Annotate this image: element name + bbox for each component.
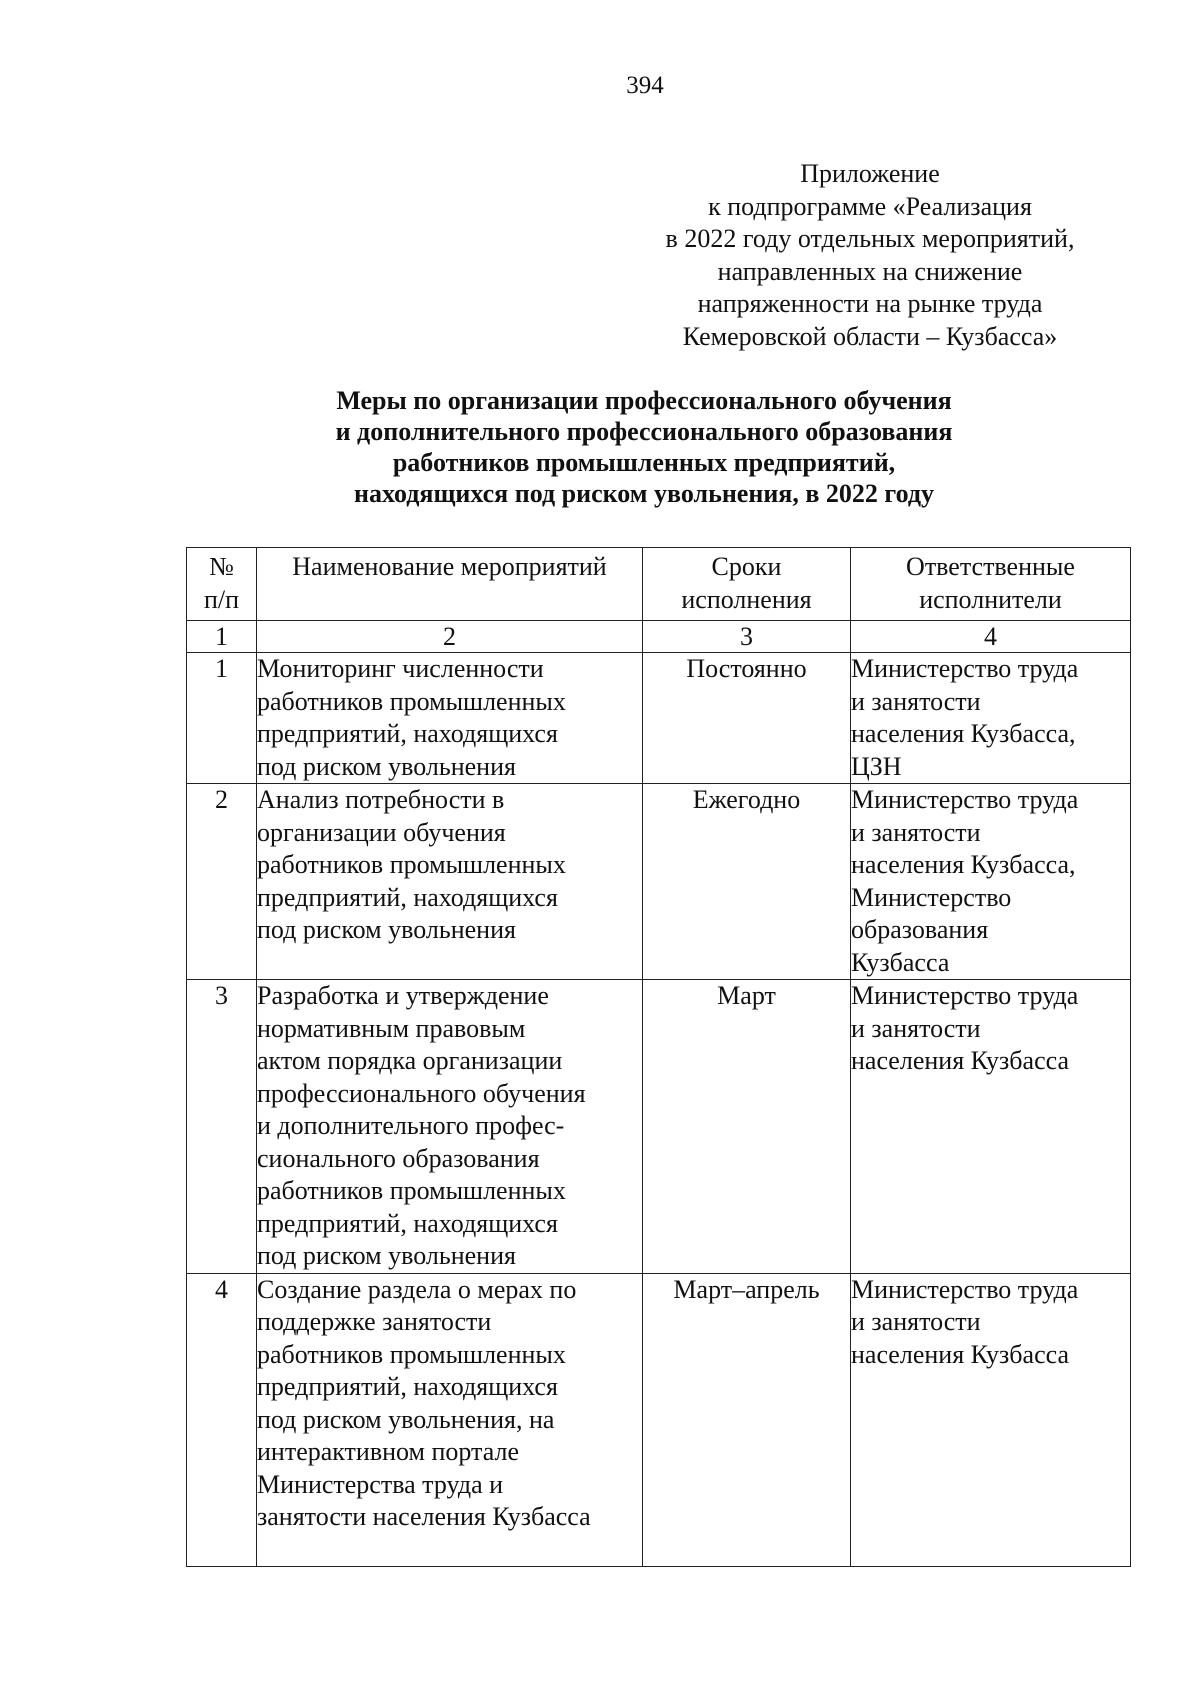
row-number: 3	[187, 980, 257, 1274]
table-row	[187, 784, 1131, 980]
responsible-line: населения Кузбасса,	[851, 850, 1076, 879]
responsible-line: и занятости	[851, 1013, 981, 1043]
responsible	[851, 1273, 1131, 1566]
responsible-line: образования	[851, 915, 989, 944]
measure-name	[257, 980, 643, 1274]
column-number: 2	[257, 621, 643, 653]
measure-name-line: и дополнительного профес-	[257, 1111, 565, 1140]
responsible-line: и занятости	[851, 817, 981, 847]
table-row	[187, 1273, 1131, 1566]
measure-name	[257, 653, 643, 784]
deadline: Постоянно	[643, 653, 851, 784]
responsible-line: ЦЗН	[851, 751, 902, 781]
appendix-line: направленных на снижение	[717, 256, 1023, 286]
measure-name-line: под риском увольнения	[257, 1241, 516, 1270]
header-number: № п/п	[187, 548, 257, 621]
column-number: 4	[851, 621, 1131, 653]
column-number: 3	[643, 621, 851, 653]
title-line: и дополнительного профессионального образования	[335, 417, 953, 446]
table-header-row	[187, 548, 1131, 621]
measure-name-line: предприятий, находящихся	[257, 882, 558, 912]
measure-name-line: предприятий, находящихся	[257, 1208, 558, 1238]
responsible-line: и занятости	[851, 686, 981, 716]
responsible-line: населения Кузбасса	[851, 1046, 1070, 1075]
table-row	[187, 653, 1131, 784]
responsible-line: населения Кузбасса	[851, 1339, 1070, 1369]
responsible-line: Министерство	[851, 882, 1012, 912]
responsible	[851, 784, 1131, 980]
measure-name-line: организации обучения	[257, 817, 506, 847]
measure-name-line: поддержке занятости	[257, 1307, 492, 1336]
measure-name-line: работников промышленных	[257, 686, 566, 716]
measure-name-line: предприятий, находящихся	[257, 719, 558, 748]
measure-name-line: предприятий, находящихся	[257, 1372, 558, 1401]
measure-name-line: Министерства труда и	[257, 1469, 504, 1499]
measure-name-line: занятости населения Кузбасса	[257, 1502, 591, 1531]
deadline: Март–апрель	[643, 1273, 851, 1566]
responsible-line: населения Кузбасса,	[851, 719, 1076, 748]
column-number-row	[187, 621, 1131, 653]
row-number: 2	[187, 784, 257, 980]
header-responsible: Ответственные исполнители	[851, 548, 1131, 621]
measure-name-line: Создание раздела о мерах по	[257, 1274, 577, 1304]
appendix-line: к подпрограмме «Реализация	[708, 191, 1032, 221]
measure-name-line: актом порядка организации	[257, 1046, 563, 1075]
measure-name-line: Анализ потребности в	[257, 785, 505, 814]
row-number: 4	[187, 1273, 257, 1566]
appendix-line: напряженности на рынке труда	[697, 289, 1043, 319]
column-number: 1	[187, 621, 257, 653]
measures-table	[186, 547, 1131, 1567]
measure-name-line: Разработка и утверждение	[257, 981, 549, 1010]
title-line: находящихся под риском увольнения, в 2022 году	[354, 479, 934, 508]
appendix-line: в 2022 году отдельных мероприятий,	[665, 224, 1075, 254]
responsible	[851, 980, 1131, 1274]
measure-name	[257, 784, 643, 980]
measure-name-line: под риском увольнения	[257, 751, 516, 781]
header-deadline: Сроки исполнения	[643, 548, 851, 621]
responsible-line: Кузбасса	[851, 947, 950, 977]
measure-name-line: Мониторинг численности	[257, 654, 544, 683]
title-line: работников промышленных предприятий,	[392, 448, 896, 477]
appendix-line: Кемеровской области – Кузбасса»	[682, 321, 1058, 351]
measure-name-line: сионального образования	[257, 1143, 540, 1173]
responsible-line: и занятости	[851, 1307, 981, 1336]
responsible-line: Министерство труда	[851, 654, 1079, 683]
page-number: 394	[626, 72, 664, 99]
measure-name-line: работников промышленных	[257, 1176, 566, 1205]
measure-name	[257, 1273, 643, 1566]
measure-name-line: профессионального обучения	[257, 1078, 586, 1108]
measure-name-line: работников промышленных	[257, 850, 566, 879]
responsible-line: Министерство труда	[851, 1274, 1079, 1304]
row-number: 1	[187, 653, 257, 784]
title-line: Меры по организации профессионального обучения	[336, 386, 952, 415]
measure-name-line: работников промышленных	[257, 1339, 566, 1369]
responsible-line: Министерство труда	[851, 981, 1079, 1010]
document-title	[186, 385, 1102, 509]
appendix-line: Приложение	[800, 159, 940, 188]
measure-name-line: под риском увольнения, на	[257, 1404, 555, 1434]
table-row	[187, 980, 1131, 1274]
measure-name-line: нормативным правовым	[257, 1013, 526, 1043]
responsible	[851, 653, 1131, 784]
header-measure-name: Наименование мероприятий	[257, 548, 643, 621]
responsible-line: Министерство труда	[851, 785, 1079, 814]
deadline: Март	[643, 980, 851, 1274]
measure-name-line: интерактивном портале	[257, 1437, 520, 1466]
deadline: Ежегодно	[643, 784, 851, 980]
appendix-block	[600, 158, 1140, 354]
measure-name-line: под риском увольнения	[257, 915, 516, 944]
